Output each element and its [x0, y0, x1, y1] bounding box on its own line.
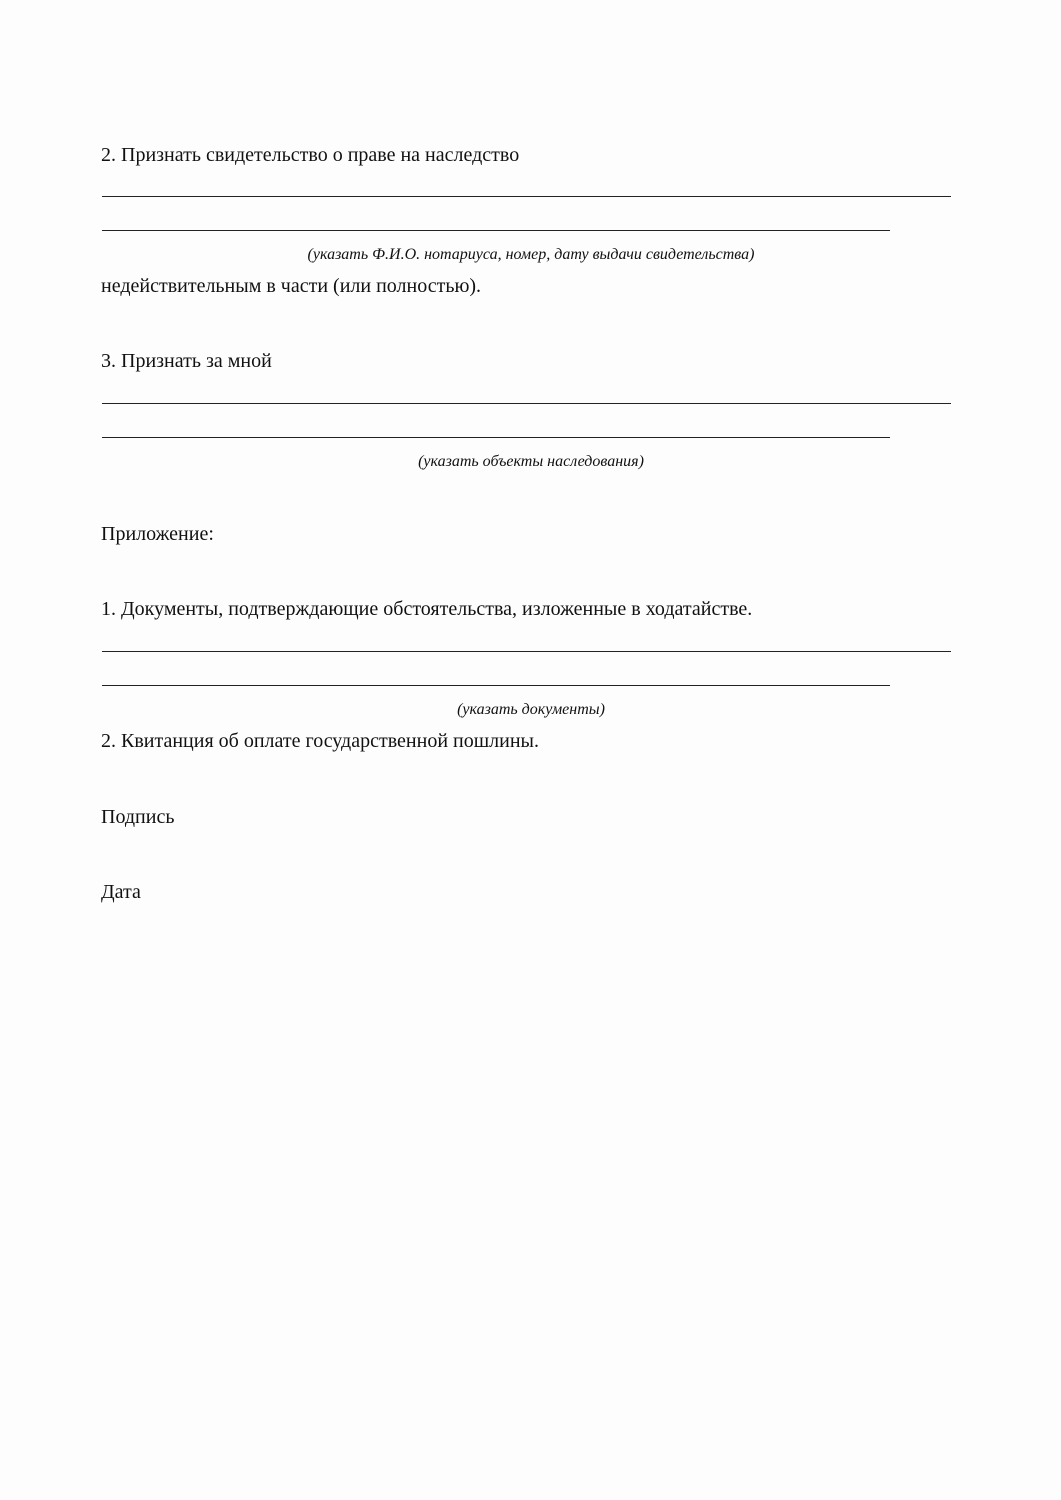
fill-line-long: [102, 651, 951, 652]
signature-label: Подпись: [101, 806, 175, 828]
attachment-item-1-text: 1. Документы, подтверждающие обстоятельства, изложенные в ходатайстве.: [101, 598, 753, 620]
attachment-item-1-hint: (указать документы): [457, 701, 605, 718]
fill-line-short: [102, 437, 890, 438]
claim-item-3-hint: (указать объекты наследования): [418, 453, 644, 470]
claim-item-2-tail: недействительным в части (или полностью).: [101, 275, 482, 297]
fill-line-short: [102, 685, 890, 686]
claim-item-2-hint: (указать Ф.И.О. нотариуса, номер, дату выдачи свидетельства): [307, 246, 755, 263]
attachment-item-2-text: 2. Квитанция об оплате государственной пошлины.: [101, 730, 539, 752]
fill-line-long: [102, 196, 951, 197]
fill-line-long: [102, 403, 951, 404]
fill-line-short: [102, 230, 890, 231]
attachments-title: Приложение:: [101, 523, 214, 545]
date-label: Дата: [101, 881, 141, 903]
claim-item-3-text: 3. Признать за мной: [101, 350, 272, 372]
claim-item-2-text: 2. Признать свидетельство о праве на наследство: [101, 144, 520, 166]
